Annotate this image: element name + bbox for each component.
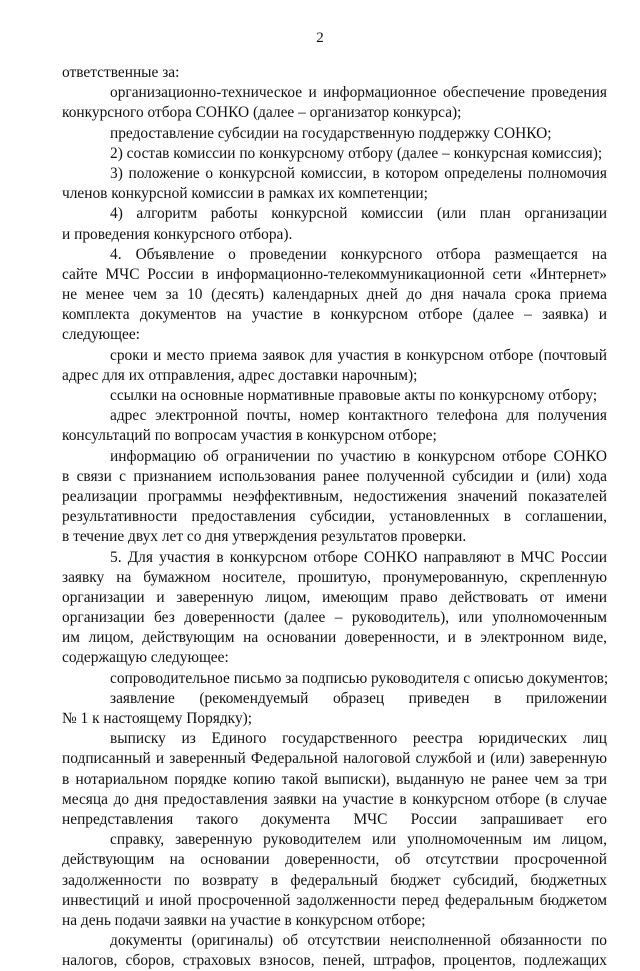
text-line: им лицом, действующим на основании доверенности, и в электронном виде, (62, 629, 607, 647)
text-line: сроки и место приема заявок для участия в конкурсном отборе (почтовый (110, 346, 607, 364)
text-line: в течение двух лет со дня утверждения результатов проверки. (62, 528, 467, 546)
text-line: 3) положение о конкурсной комиссии, в котором определены полномочия (110, 164, 607, 182)
document-body (62, 63, 607, 971)
text-line: результативности предоставления субсидии, установленных в соглашении, (62, 508, 607, 526)
text-line: ответственные за: (62, 64, 180, 81)
text-line: справку, заверенную руководителем или уполномоченным им лицом, (110, 831, 607, 849)
text-line: налогов, сборов, страховых взносов, пеней, штрафов, процентов, подлежащих (62, 952, 607, 970)
text-line: следующее: (62, 326, 140, 344)
text-line: 2) состав комиссии по конкурсному отбору (далее – конкурсная комиссия); (110, 144, 603, 162)
text-line: членов конкурсной комиссии в рамках их компетенции; (62, 185, 428, 203)
text-line: организации и заверенную лицом, имеющим право действовать от имени (62, 588, 607, 606)
text-line: инвестиций и иной просроченной задолженности перед федеральным бюджетом (62, 891, 607, 909)
text-line: информацию об ограничении по участию в конкурсном отборе СОНКО (110, 447, 607, 465)
text-line: в связи с признанием использования ранее полученной субсидии и (или) хода (62, 467, 607, 485)
text-line: 5. Для участия в конкурсном отборе СОНКО направляют в МЧС России (110, 548, 607, 566)
text-line: действующим на основании доверенности, об отсутствии просроченной (62, 851, 607, 869)
text-line: комплекта документов на участие в конкурсном отборе (далее – заявка) и (62, 306, 607, 324)
page-number: 2 (316, 30, 324, 46)
text-line: предоставление субсидии на государственную поддержку СОНКО; (110, 124, 552, 142)
text-line: месяца до дня предоставления заявки на участие в конкурсном отборе (в случае (62, 790, 607, 808)
text-line: ссылки на основные нормативные правовые акты по конкурсному отбору; (110, 387, 598, 404)
text-line: сопроводительное письмо за подписью руководителя с описью документов; (110, 669, 609, 687)
text-line: задолженности по возврату в федеральный бюджет субсидий, бюджетных (62, 871, 607, 889)
text-line: в нотариальном порядке копию такой выписки), выданную не ранее чем за три (62, 770, 607, 788)
text-line: выписку из Единого государственного реестра юридических лиц (110, 730, 607, 748)
text-line: содержащую следующее: (62, 649, 229, 667)
text-line: документы (оригиналы) об отсутствии неисполненной обязанности по (110, 932, 607, 950)
text-line: сайте МЧС России в информационно-телекоммуникационной сети «Интернет» (62, 265, 607, 283)
text-line: организационно-техническое и информационное обеспечение проведения (110, 84, 607, 102)
text-line: на день подачи заявки на участие в конкурсном отборе; (62, 911, 426, 929)
text-line: 4. Объявление о проведении конкурсного отбора размещается на (110, 245, 607, 263)
text-line: не менее чем за 10 (десять) календарных дней до дня начала срока приема (62, 286, 607, 304)
text-line: № 1 к настоящему Порядку); (62, 710, 253, 727)
text-line: заявку на бумажном носителе, прошитую, пронумерованную, скрепленную (62, 568, 607, 586)
text-line: заявление (рекомендуемый образец приведен в приложении (110, 689, 607, 707)
text-line: 4) алгоритм работы конкурсной комиссии (или план организации (110, 205, 607, 223)
text-line: адрес для их отправления, адрес доставки нарочным); (62, 366, 418, 384)
text-line: организации без доверенности (далее – руководитель), или уполномоченным (62, 609, 607, 627)
text-line: консультаций по вопросам участия в конкурсном отборе; (62, 427, 437, 445)
text-line: подписанный и заверенный Федеральной налоговой службой и (или) заверенную (62, 750, 607, 768)
text-line: и проведения конкурсного отбора). (62, 225, 293, 243)
text-line: конкурсного отбора СОНКО (далее – организатор конкурса); (62, 104, 462, 122)
text-line: адрес электронной почты, номер контактного телефона для получения (110, 407, 607, 425)
text-line: непредставления такого документа МЧС России запрашивает его (62, 810, 607, 828)
text-line: реализации программы неэффективным, недостижения значений показателей (62, 487, 607, 505)
